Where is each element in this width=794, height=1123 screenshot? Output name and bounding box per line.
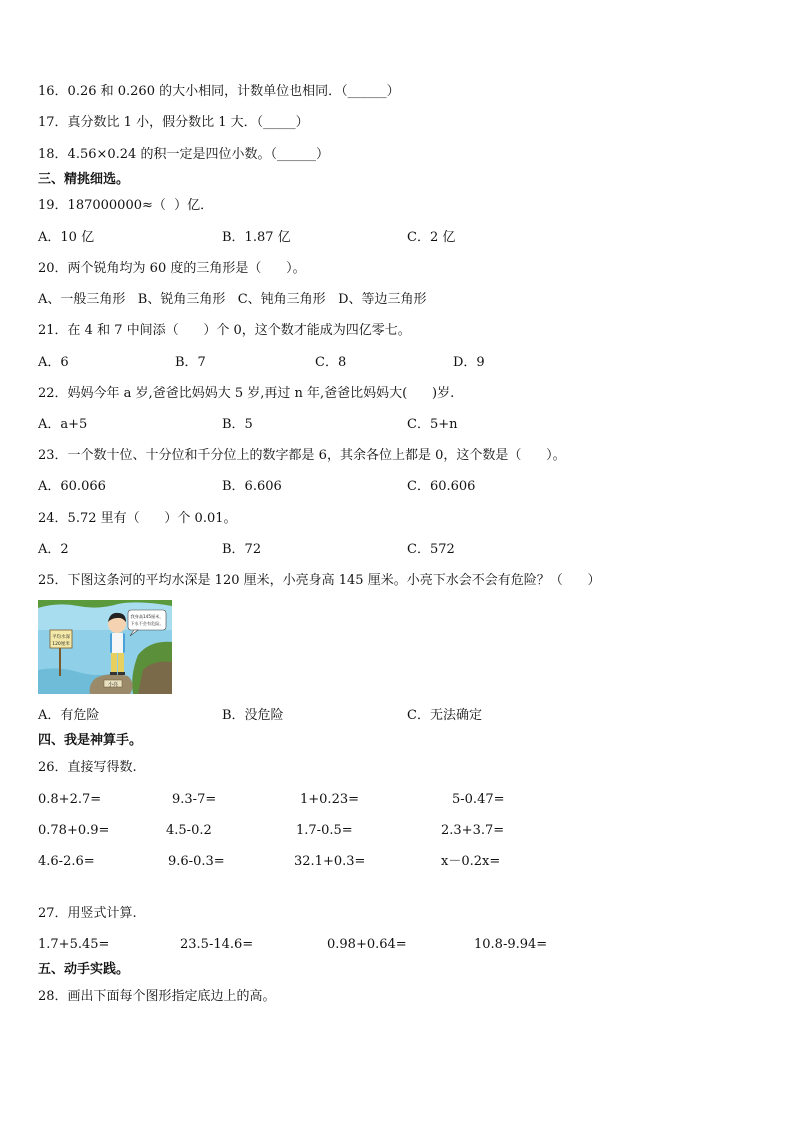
q27-c3: 0.98+0.64= [327,937,407,952]
q26-r3-c3: 32.1+0.3= [294,854,366,869]
q21-option-b: B．7 [175,355,206,370]
q24-option-a: A．2 [38,542,69,557]
q21-option-d: D．9 [453,355,485,370]
q26-r2-c3: 1.7-0.5= [296,823,353,838]
q23-option-a: A．60.066 [38,479,106,494]
river-illustration [38,600,172,694]
question-20: 20．两个锐角均为 60 度的三角形是（ ）。 [38,261,306,276]
q20-options: A、一般三角形 B、锐角三角形 C、钝角三角形 D、等边三角形 [38,292,427,307]
q24-option-b: B．72 [222,542,262,557]
question-28: 28．画出下面每个图形指定底边上的高。 [38,989,276,1004]
question-19: 19．187000000≈（ ）亿． [38,198,214,213]
q25-option-b: B．没危险 [222,708,284,723]
q26-r2-c2: 4.5-0.2 [166,823,212,838]
q23-option-b: B．6.606 [222,479,282,494]
q26-r1-c2: 9.3-7= [172,792,217,807]
question-27: 27．用竖式计算. [38,906,137,921]
q27-c1: 1.7+5.45= [38,937,110,952]
q26-r3-c1: 4.6-2.6= [38,854,95,869]
q22-option-b: B．5 [222,417,253,432]
q26-r3-c4: x－0.2x= [441,854,501,869]
speech-bubble-line-1: 我身高145厘米， [130,614,164,619]
q19-option-a: A．10 亿 [38,230,95,245]
q21-option-a: A．6 [38,355,69,370]
q26-r2-c1: 0.78+0.9= [38,823,110,838]
question-16: 16．0.26 和 0.260 的大小相同，计数单位也相同．（______） [38,84,400,99]
q21-option-c: C．8 [315,355,347,370]
q22-option-c: C．5+n [407,417,458,432]
q27-c4: 10.8-9.94= [474,937,548,952]
q27-c2: 23.5-14.6= [180,937,254,952]
section-5-heading: 五、动手实践。 [38,962,130,977]
question-25: 25．下图这条河的平均水深是 120 厘米，小亮身高 145 厘米。小亮下水会不会有危险？（ ） [38,573,601,588]
question-26: 26．直接写得数. [38,760,137,775]
speech-bubble-line-2: 下水不会有危险。 [130,621,164,626]
question-18: 18．4.56×0.24 的积一定是四位小数。（______） [38,147,329,162]
q25-option-c: C．无法确定 [407,708,482,723]
question-17: 17．真分数比 1 小，假分数比 1 大．（_____） [38,115,309,130]
q25-option-a: A．有危险 [38,708,100,723]
q26-r1-c3: 1+0.23= [300,792,360,807]
q26-r3-c2: 9.6-0.3= [168,854,225,869]
depth-sign-line-1: 平均水深 [52,635,70,640]
question-24: 24．5.72 里有（ ）个 0.01。 [38,511,237,526]
q26-r1-c4: 5-0.47= [452,792,505,807]
question-21: 21．在 4 和 7 中间添（ ）个 0，这个数才能成为四亿零七。 [38,323,411,338]
q19-option-c: C．2 亿 [407,230,456,245]
section-3-heading: 三、精挑细选。 [38,172,130,187]
q26-r2-c4: 2.3+3.7= [441,823,505,838]
q19-option-b: B．1.87 亿 [222,230,291,245]
q22-option-a: A．a+5 [38,417,88,432]
q23-option-c: C．60.606 [407,479,476,494]
section-4-heading: 四、我是神算手。 [38,733,143,748]
name-sign-label: 小亮 [107,682,119,688]
q24-option-c: C．572 [407,542,455,557]
question-23: 23．一个数十位、十分位和千分位上的数字都是 6，其余各位上都是 0，这个数是（ ）。 [38,448,566,463]
depth-sign-line-2: 120厘米 [52,642,70,647]
q26-r1-c1: 0.8+2.7= [38,792,102,807]
question-22: 22．妈妈今年 a 岁,爸爸比妈妈大 5 岁,再过 n 年,爸爸比妈妈大( )岁. [38,386,455,401]
